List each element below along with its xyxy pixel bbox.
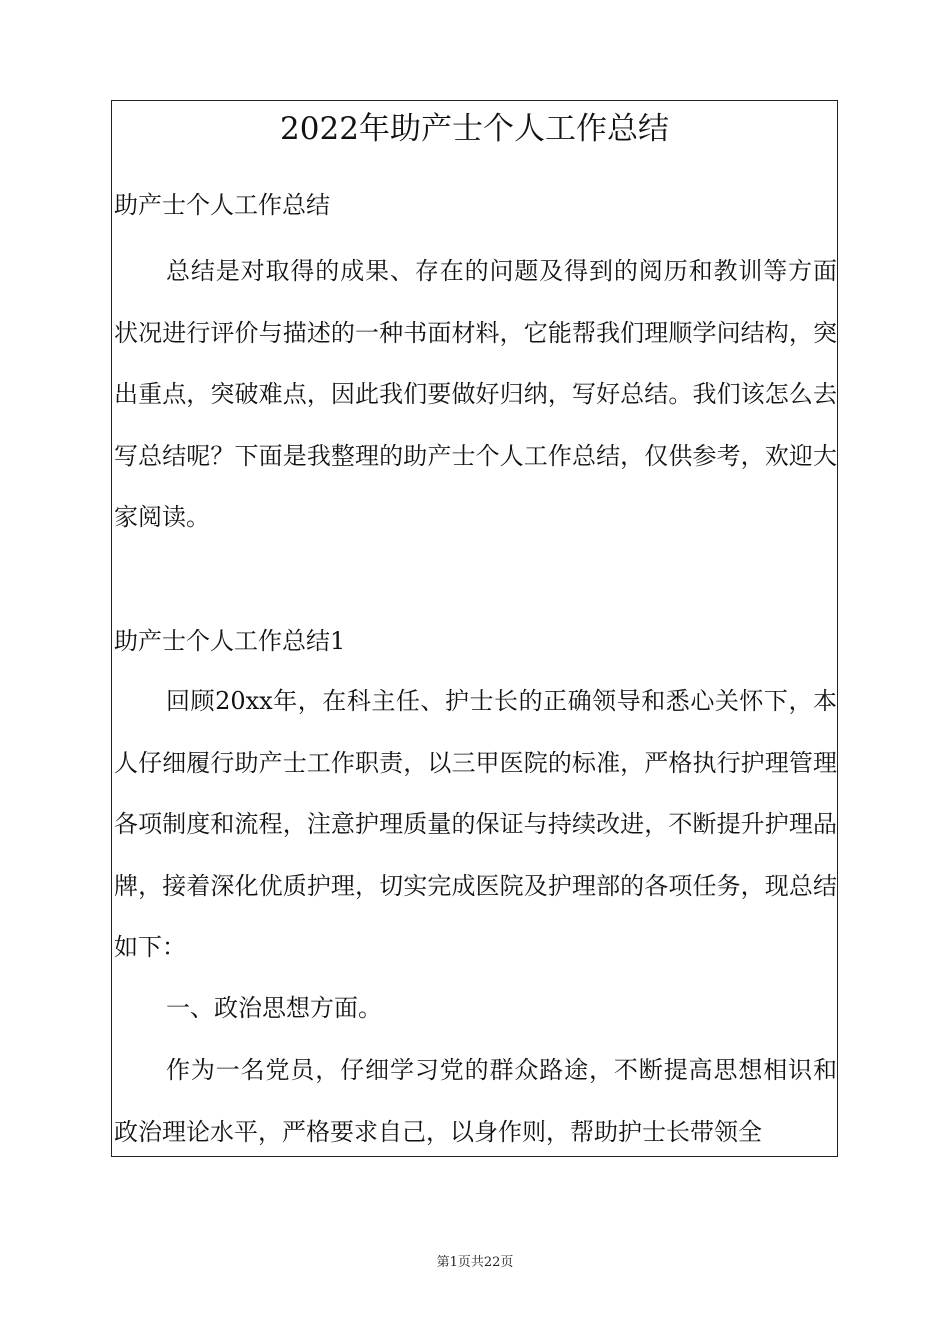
intro-paragraph: 总结是对取得的成果、存在的问题及得到的阅历和教训等方面状况进行评价与描述的一种书面材料，它能帮我们理顺学问结构，突出重点，突破难点，因此我们要做好归纳，写好总结。我们该怎么去写总结呢？下面是我整理的助产士个人工作总结，仅供参考，欢迎大家阅读。 bbox=[114, 257, 837, 531]
section-1-paragraph-2: 作为一名党员，仔细学习党的群众路途，不断提高思想相识和政治理论水平，严格要求自己，以身作则，帮助护士长带领全 bbox=[114, 1056, 837, 1146]
page-footer: 第1页共22页 bbox=[436, 1255, 514, 1270]
section-1-paragraph-1: 回顾20xx年，在科主任、护士长的正确领导和悉心关怀下，本人仔细履行助产士工作职责，以三甲医院的标准，严格执行护理管理各项制度和流程，注意护理质量的保证与持续改进，不断提升护理品牌，接着深化优质护理，切实完成医院及护理部的各项任务，现总结如下： bbox=[114, 687, 837, 961]
document-subtitle: 助产士个人工作总结 bbox=[114, 191, 330, 219]
document-title: 2022年助产士个人工作总结 bbox=[280, 111, 669, 147]
document-frame bbox=[111, 100, 838, 1157]
section-1-item-1: 一、政治思想方面。 bbox=[166, 994, 382, 1022]
section-1-heading: 助产士个人工作总结1 bbox=[114, 627, 346, 655]
